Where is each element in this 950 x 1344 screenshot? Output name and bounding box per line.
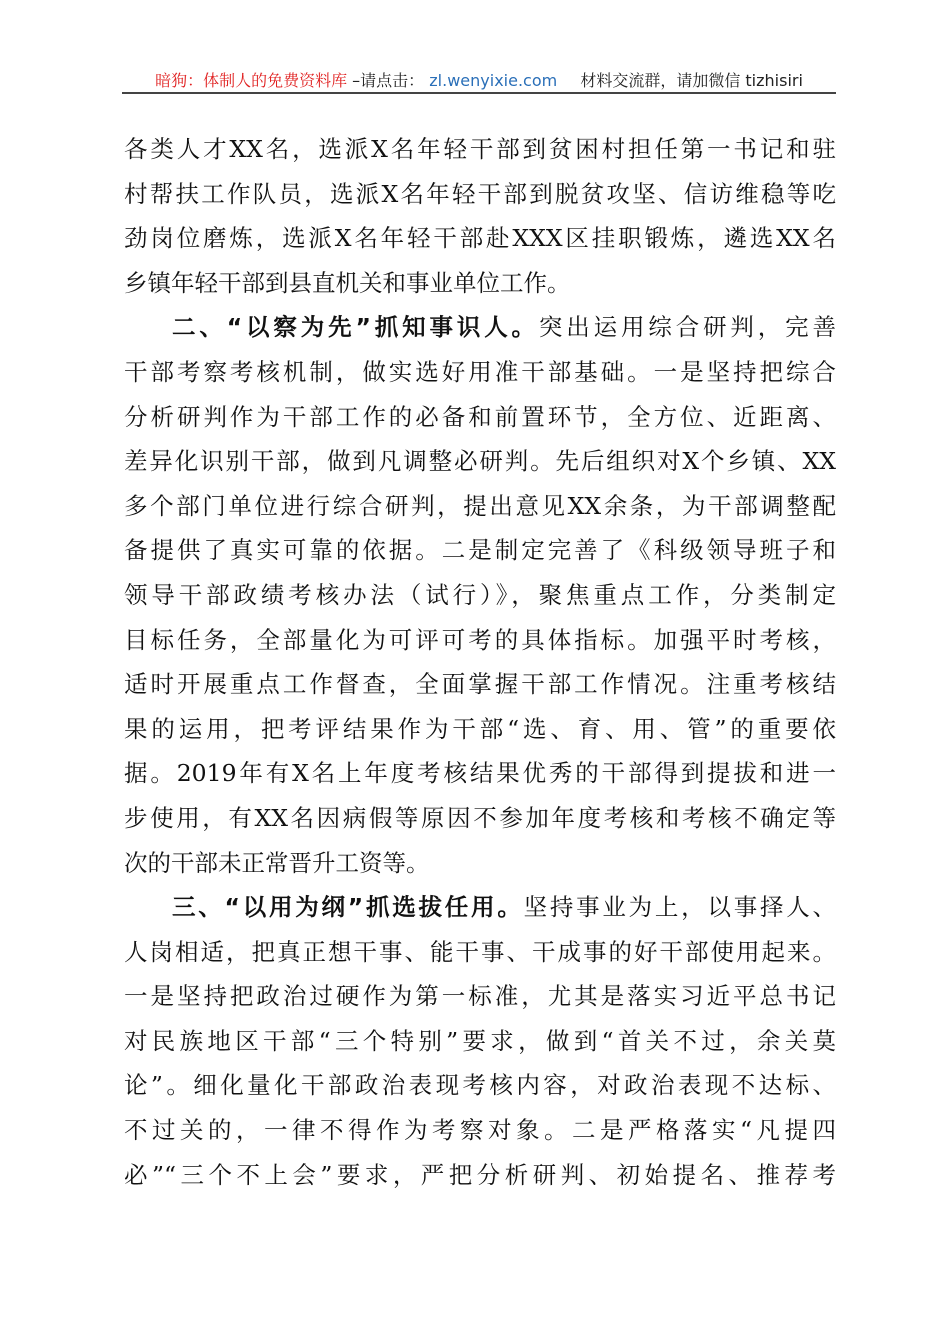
text-line xyxy=(124,707,836,752)
line-text: 次的干部未正常晋升工资等。 xyxy=(124,848,430,877)
line-text: 乡镇年轻干部到县直机关和事业单位工作。 xyxy=(124,268,571,297)
line-text: 劲岗位磨炼，选派X名年轻干部赴XXX区挂职锻炼，遴选XX名 xyxy=(124,224,836,253)
text-line xyxy=(124,796,836,841)
line-text: 必”“三个不上会”要求，严把分析研判、初始提名、推荐考 xyxy=(124,1160,836,1189)
section-heading-line xyxy=(124,885,836,930)
section-heading: 二、“以察为先”抓知事识人。 xyxy=(172,313,539,342)
text-line xyxy=(124,573,836,618)
header-link[interactable]: zl.wenyixie.com xyxy=(429,71,558,90)
text-line xyxy=(124,1019,836,1064)
header-divider xyxy=(122,92,836,94)
text-line xyxy=(124,841,836,886)
section-heading-line xyxy=(124,305,836,350)
line-text: 对民族地区干部“三个特别”要求，做到“首关不过，余关莫 xyxy=(124,1026,836,1055)
document-body xyxy=(124,127,836,1197)
line-text: 目标任务，全部量化为可评可考的具体指标。加强平时考核， xyxy=(124,625,836,654)
text-line xyxy=(124,350,836,395)
text-line xyxy=(124,172,836,217)
line-text: 据。2019年有X名上年度考核结果优秀的干部得到提拔和进一 xyxy=(124,759,836,788)
line-text: 适时开展重点工作督查，全面掌握干部工作情况。注重考核结 xyxy=(124,670,836,699)
text-line xyxy=(124,1063,836,1108)
line-text: 论”。细化量化干部政治表现考核内容，对政治表现不达标、 xyxy=(124,1071,836,1100)
text-line xyxy=(124,662,836,707)
text-line xyxy=(124,751,836,796)
text-line xyxy=(124,439,836,484)
text-line xyxy=(124,974,836,1019)
page-header-banner xyxy=(122,68,836,91)
line-text: 差异化识别干部，做到凡调整必研判。先后组织对X个乡镇、XX xyxy=(124,447,836,476)
text-line xyxy=(124,395,836,440)
text-line xyxy=(124,528,836,573)
line-text: 不过关的，一律不得作为考察对象。二是严格落实“凡提四 xyxy=(124,1116,836,1145)
header-site-name: 暗狗：体制人的免费资料库 xyxy=(155,71,348,90)
text-line xyxy=(124,127,836,172)
line-text: 果的运用，把考评结果作为干部“选、育、用、管”的重要依 xyxy=(124,714,836,743)
text-line xyxy=(124,1108,836,1153)
text-line xyxy=(124,484,836,529)
line-text: 人岗相适，把真正想干事、能干事、干成事的好干部使用起来。 xyxy=(124,937,836,966)
line-text: 坚持事业为上，以事择人、 xyxy=(523,893,837,922)
line-text: 多个部门单位进行综合研判，提出意见XX余条，为干部调整配 xyxy=(124,491,836,520)
text-line xyxy=(124,618,836,663)
text-line xyxy=(124,216,836,261)
line-text: 步使用，有XX名因病假等原因不参加年度考核和考核不确定等 xyxy=(124,803,836,832)
text-line xyxy=(124,1153,836,1198)
line-text: 一是坚持把政治过硬作为第一标准，尤其是落实习近平总书记 xyxy=(124,982,836,1011)
text-line xyxy=(124,261,836,306)
line-text: 村帮扶工作队员，选派X名年轻干部到脱贫攻坚、信访维稳等吃 xyxy=(124,179,836,208)
header-group-info: 材料交流群，请加微信 tizhisiri xyxy=(580,71,803,90)
section-heading: 三、“以用为纲”抓选拔任用。 xyxy=(172,893,524,922)
line-text: 各类人才XX名，选派X名年轻干部到贫困村担任第一书记和驻 xyxy=(124,135,836,163)
line-text: 领导干部政绩考核办法（试行）》，聚焦重点工作，分类制定 xyxy=(124,580,836,609)
line-text: 分析研判作为干部工作的必备和前置环节，全方位、近距离、 xyxy=(124,402,836,431)
line-text: 干部考察考核机制，做实选好用准干部基础。一是坚持把综合 xyxy=(124,357,836,386)
line-text: 备提供了真实可靠的依据。二是制定完善了《科级领导班子和 xyxy=(124,536,836,565)
line-text: 突出运用综合研判，完善 xyxy=(538,313,837,342)
text-line xyxy=(124,930,836,975)
header-click-prompt: –请点击： xyxy=(352,71,425,90)
